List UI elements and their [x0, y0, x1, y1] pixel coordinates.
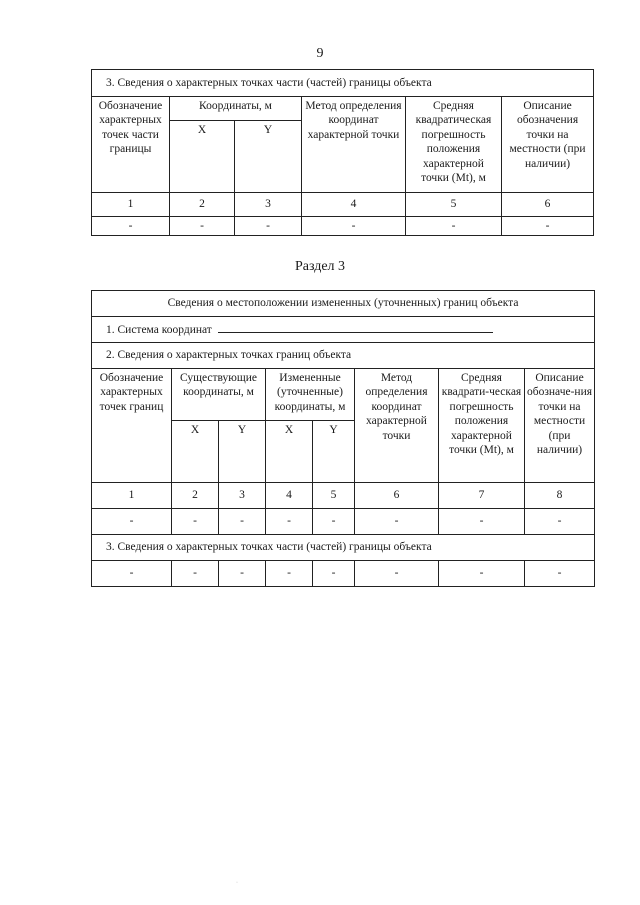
empty-cell: - — [172, 509, 219, 535]
header-changed-coordinates: Измененные (уточненные) координаты, м — [266, 369, 355, 421]
empty-cell: - — [525, 509, 595, 535]
header-error: Средняя квадрати-ческая погрешность положения характерной точки (Mt), м — [439, 369, 525, 483]
header-y: Y — [313, 421, 355, 483]
page-number: 9 — [316, 46, 324, 61]
column-number: 3 — [235, 193, 302, 217]
header-y: Y — [219, 421, 266, 483]
column-number: 2 — [170, 193, 235, 217]
header-x: X — [170, 121, 235, 193]
empty-cell: - — [219, 561, 266, 587]
header-description: Описание обозначения точки на местности (при наличии) — [502, 97, 594, 193]
empty-cell: - — [439, 509, 525, 535]
header-coordinates: Координаты, м — [170, 97, 302, 121]
header-error: Средняя квадратическая погрешность положения характерной точки (Mt), м — [406, 97, 502, 193]
empty-cell: - — [355, 509, 439, 535]
table-row — [92, 509, 595, 535]
table-row — [92, 193, 594, 217]
header-y: Y — [235, 121, 302, 193]
coordinate-system-blank — [218, 322, 493, 333]
empty-cell: - — [92, 217, 170, 236]
section-heading: Раздел 3 — [294, 259, 346, 274]
column-number: 4 — [266, 483, 313, 509]
empty-cell: - — [525, 561, 595, 587]
header-x: X — [266, 421, 313, 483]
column-number: 6 — [355, 483, 439, 509]
column-number: 5 — [313, 483, 355, 509]
column-number: 4 — [302, 193, 406, 217]
column-number: 3 — [219, 483, 266, 509]
scan-speck: · — [236, 880, 238, 886]
empty-cell: - — [235, 217, 302, 236]
empty-cell: - — [92, 561, 172, 587]
empty-cell: - — [266, 561, 313, 587]
table-row — [92, 561, 595, 587]
part-points-title: 3. Сведения о характерных точках части (частей) границы объекта — [92, 535, 595, 561]
column-number: 6 — [502, 193, 594, 217]
part-points-table — [91, 69, 594, 236]
header-method: Метод определения координат характерной точки — [355, 369, 439, 483]
coordinate-system-row — [92, 317, 595, 343]
empty-cell: - — [439, 561, 525, 587]
empty-cell: - — [313, 509, 355, 535]
header-designation: Обозначение характерных точек границ — [92, 369, 172, 483]
empty-cell: - — [355, 561, 439, 587]
empty-cell: - — [219, 509, 266, 535]
column-number: 1 — [92, 193, 170, 217]
column-number: 1 — [92, 483, 172, 509]
changed-boundaries-table — [91, 290, 595, 587]
changed-boundaries-title: Сведения о местоположении измененных (уточненных) границ объекта — [92, 291, 595, 317]
empty-cell: - — [302, 217, 406, 236]
column-number: 5 — [406, 193, 502, 217]
header-description: Описание обозначе-ния точки на местности (при наличии) — [525, 369, 595, 483]
header-designation: Обозначение характерных точек части границы — [92, 97, 170, 193]
empty-cell: - — [92, 509, 172, 535]
empty-cell: - — [170, 217, 235, 236]
empty-cell: - — [172, 561, 219, 587]
column-number: 2 — [172, 483, 219, 509]
boundary-points-title: 2. Сведения о характерных точках границ объекта — [92, 343, 595, 369]
empty-cell: - — [266, 509, 313, 535]
part-points-title: 3. Сведения о характерных точках части (частей) границы объекта — [92, 70, 594, 97]
header-method: Метод определения координат характерной точки — [302, 97, 406, 193]
table-row — [92, 217, 594, 236]
column-number: 7 — [439, 483, 525, 509]
empty-cell: - — [406, 217, 502, 236]
empty-cell: - — [502, 217, 594, 236]
header-x: X — [172, 421, 219, 483]
empty-cell: - — [313, 561, 355, 587]
coordinate-system-label: 1. Система координат — [106, 323, 212, 336]
table-row — [92, 483, 595, 509]
header-existing-coordinates: Существующие координаты, м — [172, 369, 266, 421]
column-number: 8 — [525, 483, 595, 509]
